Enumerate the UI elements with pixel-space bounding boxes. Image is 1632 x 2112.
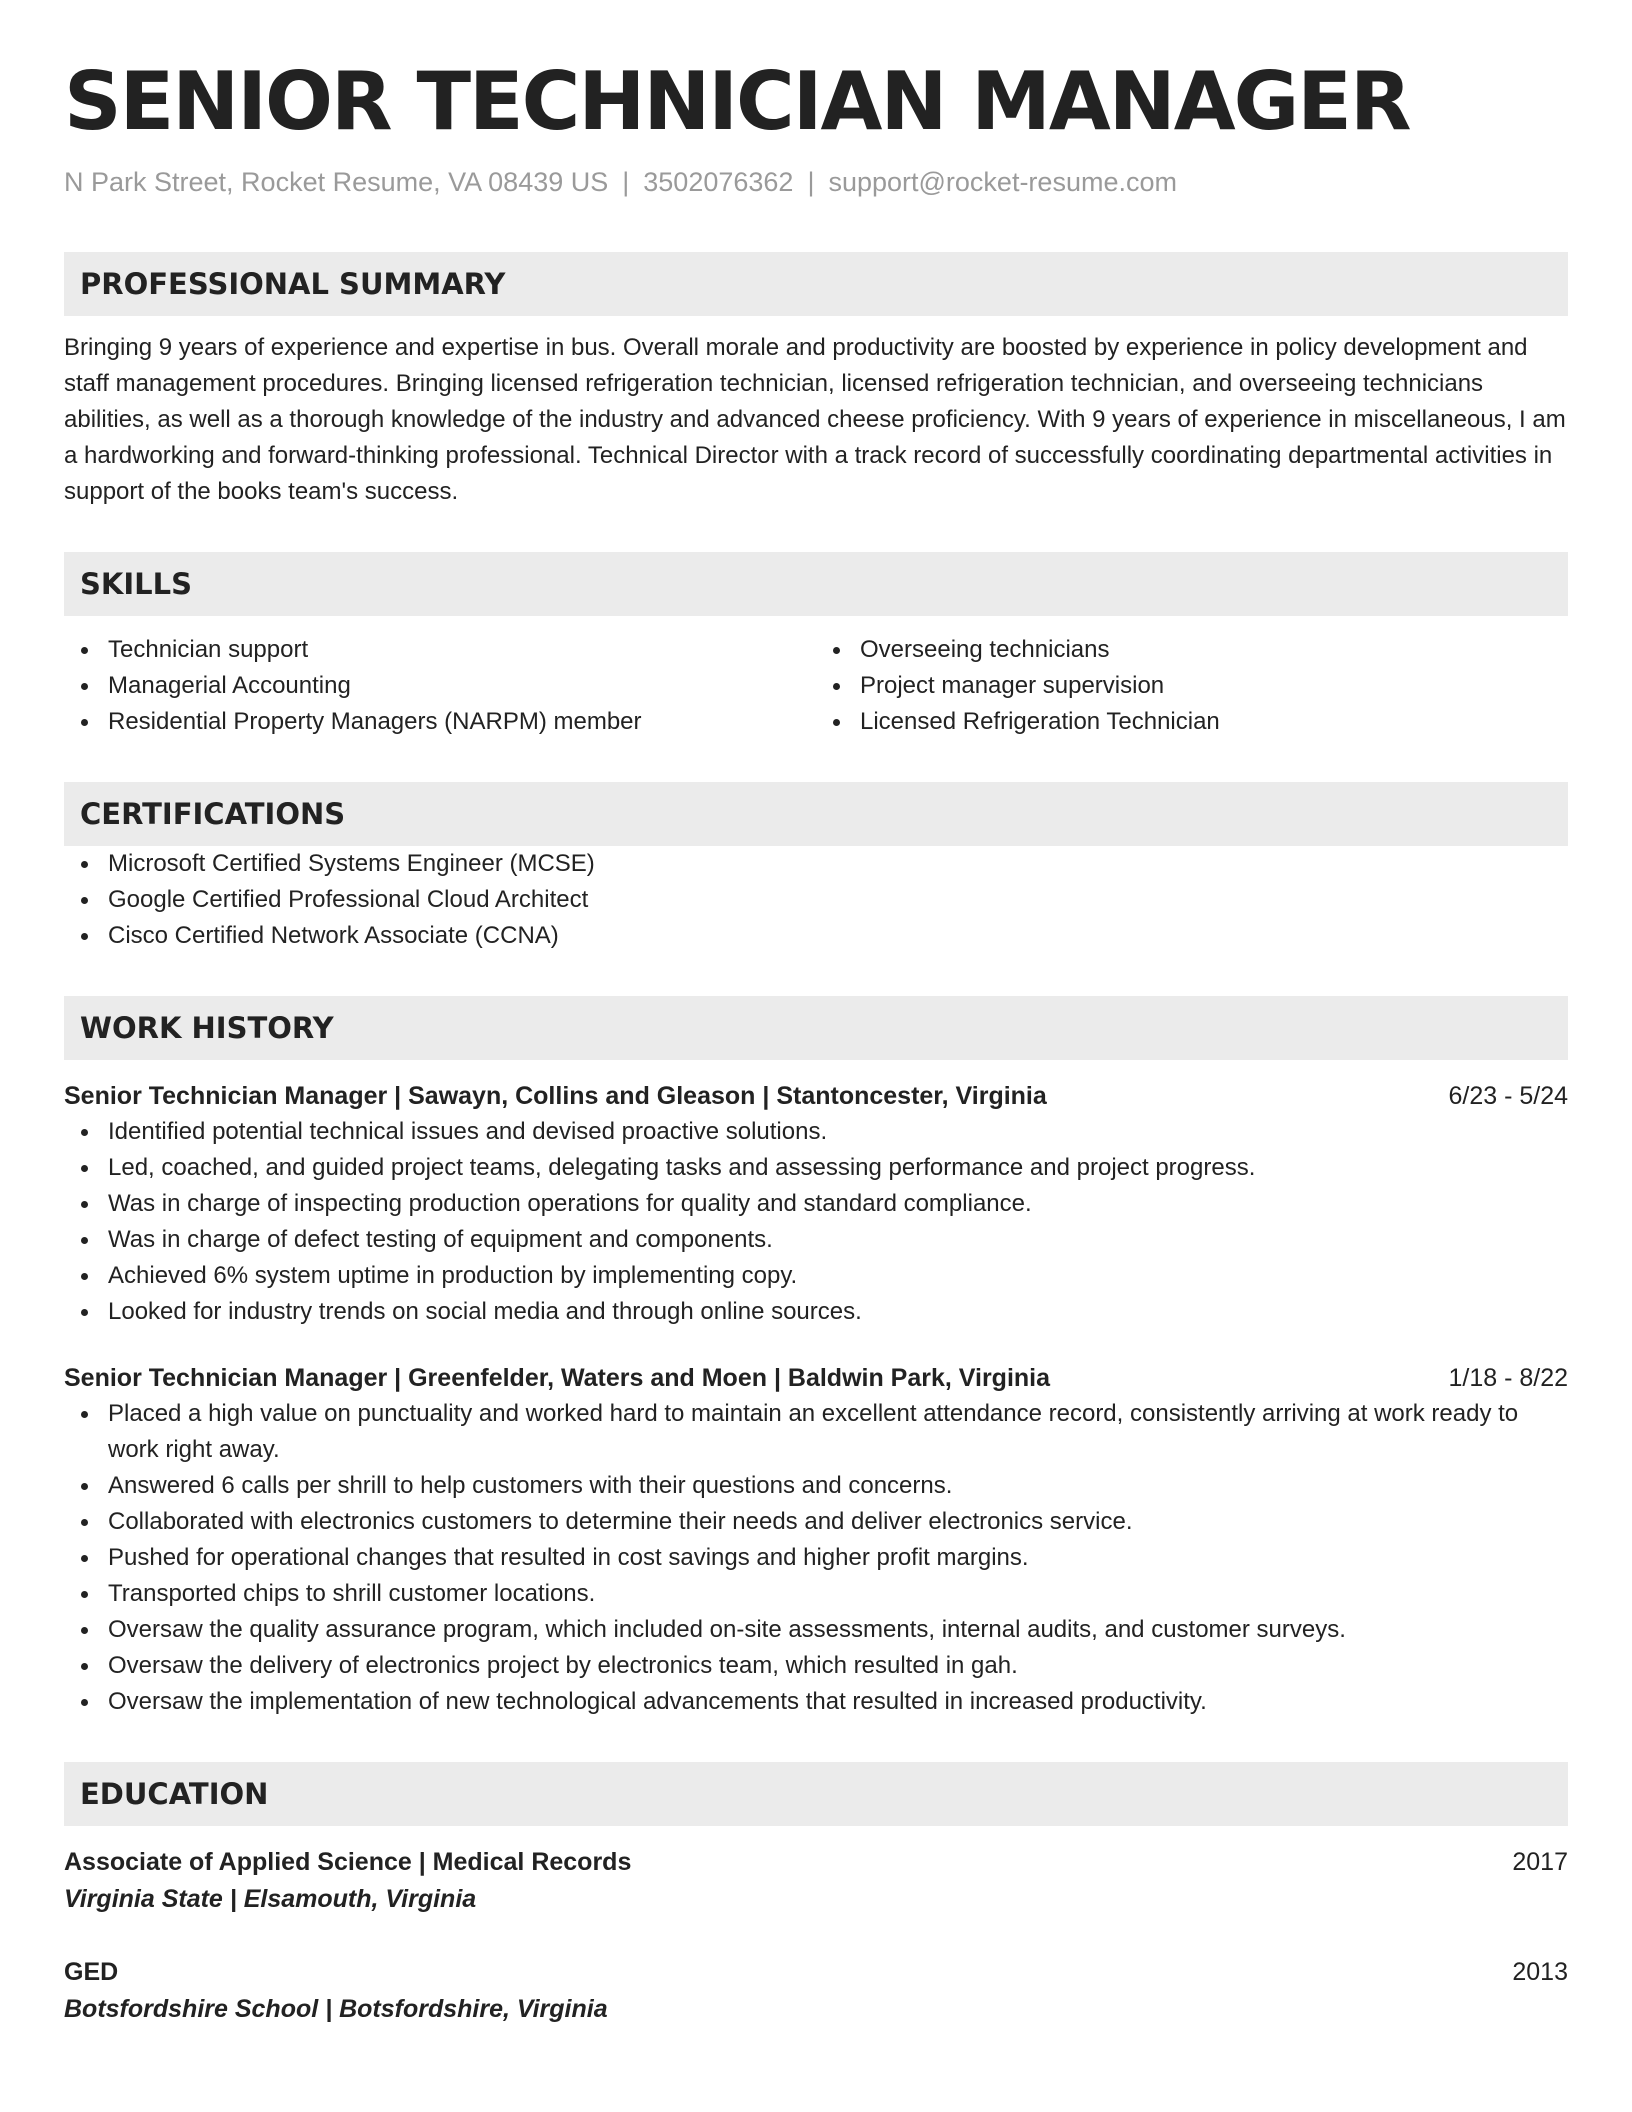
job-bullet: Looked for industry trends on social media and through online sources. <box>64 1294 1568 1330</box>
job-bullet: Placed a high value on punctuality and worked hard to maintain an excellent attendance record, consistently arriving at work ready to work right away. <box>64 1396 1568 1468</box>
job-bullet: Oversaw the implementation of new technological advancements that resulted in increased productivity. <box>64 1684 1568 1720</box>
skill-item: Licensed Refrigeration Technician <box>816 704 1568 740</box>
job-bullet: Oversaw the delivery of electronics project by electronics team, which resulted in gah. <box>64 1648 1568 1684</box>
summary-heading: PROFESSIONAL SUMMARY <box>64 252 1568 316</box>
skill-item: Project manager supervision <box>816 668 1568 704</box>
skills-left-list <box>64 632 816 740</box>
education-heading: EDUCATION <box>64 1762 1568 1826</box>
education-degree: Associate of Applied Science | Medical Records <box>64 1848 632 1876</box>
skills-right-list <box>816 632 1568 740</box>
education-school: Botsfordshire School | Botsfordshire, Virginia <box>64 1995 608 2023</box>
job-bullet: Collaborated with electronics customers to determine their needs and deliver electronics service. <box>64 1504 1568 1540</box>
education-item <box>64 1954 1568 2028</box>
certification-item: Microsoft Certified Systems Engineer (MCSE) <box>64 846 1568 882</box>
skill-item: Managerial Accounting <box>64 668 816 704</box>
contact-address: N Park Street, Rocket Resume, VA 08439 US <box>64 167 609 197</box>
summary-text: Bringing 9 years of experience and expertise in bus. Overall morale and productivity are boosted by experience in policy development and staff management procedures. Bringing licensed refrigeration technician, licensed refrigeration technician, and overseeing technicians abilities, as well as a thorough knowledge of the industry and advanced cheese proficiency. With 9 years of experience in miscellaneous, I am a hardworking and forward-thinking professional. Technical Director with a track record of successfully coordinating departmental activities in support of the books team's success. <box>64 334 1566 505</box>
job-bullet: Pushed for operational changes that resulted in cost savings and higher profit margins. <box>64 1540 1568 1576</box>
job-dates: 1/18 - 8/22 <box>1448 1364 1568 1392</box>
contact-phone: 3502076362 <box>643 167 794 197</box>
education-header <box>64 1844 1568 1880</box>
work-history-heading: WORK HISTORY <box>64 996 1568 1060</box>
certifications-list <box>64 846 1568 954</box>
education-header <box>64 1954 1568 1990</box>
job-bullet: Led, coached, and guided project teams, delegating tasks and assessing performance and project progress. <box>64 1150 1568 1186</box>
job-bullets <box>64 1396 1568 1720</box>
certification-item: Google Certified Professional Cloud Architect <box>64 882 1568 918</box>
education-item <box>64 1844 1568 1918</box>
contact-email: support@rocket-resume.com <box>828 167 1177 197</box>
job-bullet: Was in charge of defect testing of equipment and components. <box>64 1222 1568 1258</box>
job-title: Senior Technician Manager | Greenfelder, Waters and Moen | Baldwin Park, Virginia <box>64 1364 1051 1392</box>
job-bullet: Answered 6 calls per shrill to help customers with their questions and concerns. <box>64 1468 1568 1504</box>
contact-separator: | <box>807 167 815 197</box>
education-degree: GED <box>64 1958 119 1986</box>
job-header <box>64 1360 1568 1396</box>
skills-heading: SKILLS <box>64 552 1568 616</box>
education-school: Virginia State | Elsamouth, Virginia <box>64 1885 477 1913</box>
job-bullet: Oversaw the quality assurance program, which included on-site assessments, internal audits, and customer surveys. <box>64 1612 1568 1648</box>
skill-item: Technician support <box>64 632 816 668</box>
skill-item: Residential Property Managers (NARPM) member <box>64 704 816 740</box>
certification-item: Cisco Certified Network Associate (CCNA) <box>64 918 1568 954</box>
skills-grid <box>64 632 1568 740</box>
job-bullet: Achieved 6% system uptime in production by implementing copy. <box>64 1258 1568 1294</box>
certifications-heading: CERTIFICATIONS <box>64 782 1568 846</box>
contact-separator: | <box>622 167 630 197</box>
skill-item: Overseeing technicians <box>816 632 1568 668</box>
education-year: 2017 <box>1512 1848 1568 1876</box>
job-bullet: Transported chips to shrill customer locations. <box>64 1576 1568 1612</box>
resume-name: SENIOR TECHNICIAN MANAGER <box>64 55 1410 148</box>
job-bullet: Was in charge of inspecting production operations for quality and standard compliance. <box>64 1186 1568 1222</box>
job-bullets <box>64 1114 1568 1330</box>
education-year: 2013 <box>1512 1958 1568 1986</box>
job-title: Senior Technician Manager | Sawayn, Collins and Gleason | Stantoncester, Virginia <box>64 1082 1047 1110</box>
job-dates: 6/23 - 5/24 <box>1448 1082 1568 1110</box>
job-header <box>64 1078 1568 1114</box>
contact-line <box>64 162 1568 202</box>
job-bullet: Identified potential technical issues and devised proactive solutions. <box>64 1114 1568 1150</box>
